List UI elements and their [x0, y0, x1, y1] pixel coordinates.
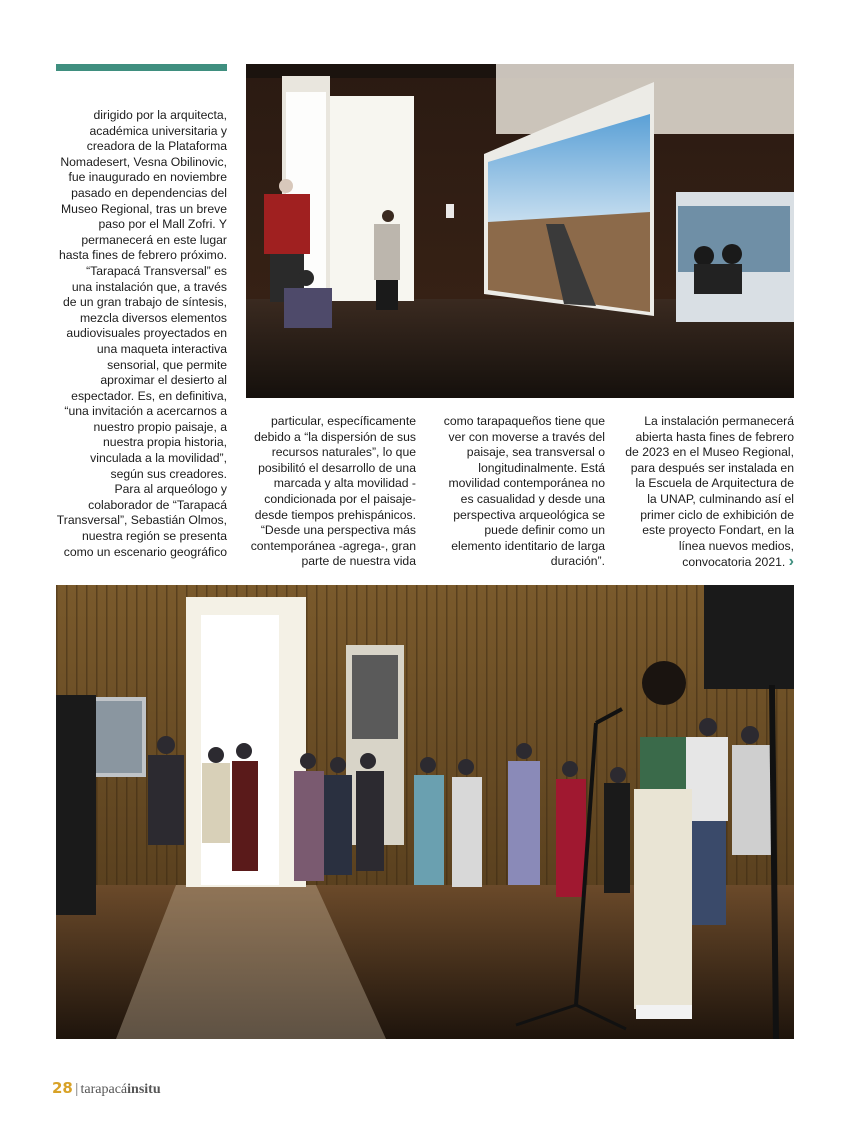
accent-bar [56, 64, 227, 71]
article-column-2 [246, 414, 416, 570]
page-number: 28 [52, 1079, 73, 1097]
article-column-4 [624, 414, 794, 571]
footer-separator: | [74, 1080, 79, 1096]
paragraph: como tarapaqueños tiene que ver con moverse a través del paisaje, sea transversal o longitudinalmente. Está movilidad contemporánea no es casualidad y desde una perspectiva arqueológica se puede definir como un elemento identitario de larga duración”. [443, 414, 605, 569]
page-footer [52, 1079, 161, 1098]
paragraph: dirigido por la arquitecta, académica universitaria y creadora de la Plataforma Nomadesert, Vesna Obilinovic, fue inaugurado en noviembre pasado en dependencias del Museo Regional, tras un breve paso por el Mall Zofri. Y permanecerá en este lugar hasta fines de febrero próximo. [58, 108, 227, 263]
paragraph-text: La instalación permanecerá abierta hasta fines de febrero de 2023 en el Museo Regional, para después ser instalada en la Escuela de Arquitectura de la UNAP, culminando así el primer ciclo de exhibición de este proyecto Fondart, en la línea nuevos medios, convocatoria 2021. [625, 414, 794, 570]
photo-projection-installation [246, 64, 794, 398]
article-column-3 [436, 414, 605, 570]
publication-name-part-1: tarapacá [80, 1082, 128, 1097]
article-column-1 [56, 108, 227, 560]
paragraph: particular, específicamente debido a “la dispersión de sus recursos naturales”, lo que posibilitó el desarrollo de una marcada y alta movilidad -condicionada por el paisaje- desde tiempos prehispánicos. [254, 414, 416, 522]
publication-name-part-2: insitu [127, 1082, 161, 1097]
paragraph: “Desde una perspectiva más contemporánea -agrega-, gran parte de nuestra vida [250, 523, 416, 569]
paragraph: Para al arqueólogo y colaborador de “Tarapacá Transversal”, Sebastián Olmos, nuestra región se presenta como un escenario geográfico [56, 482, 227, 559]
photo-opening-event [56, 585, 794, 1039]
continue-arrow-icon: › [788, 553, 794, 571]
paragraph: “Tarapacá Transversal” es una instalación que, a través de un gran trabajo de síntesis, mezcla diversos elementos audiovisuales proyectados en una maqueta interactiva sensorial, que permite aproximar el desierto al espectador. Es, en definitiva, “una invitación a acercarnos a nuestro propio paisaje, a nuestra propia historia, vinculada a la movilidad”, según sus creadores. [63, 263, 227, 481]
paragraph [624, 414, 794, 571]
